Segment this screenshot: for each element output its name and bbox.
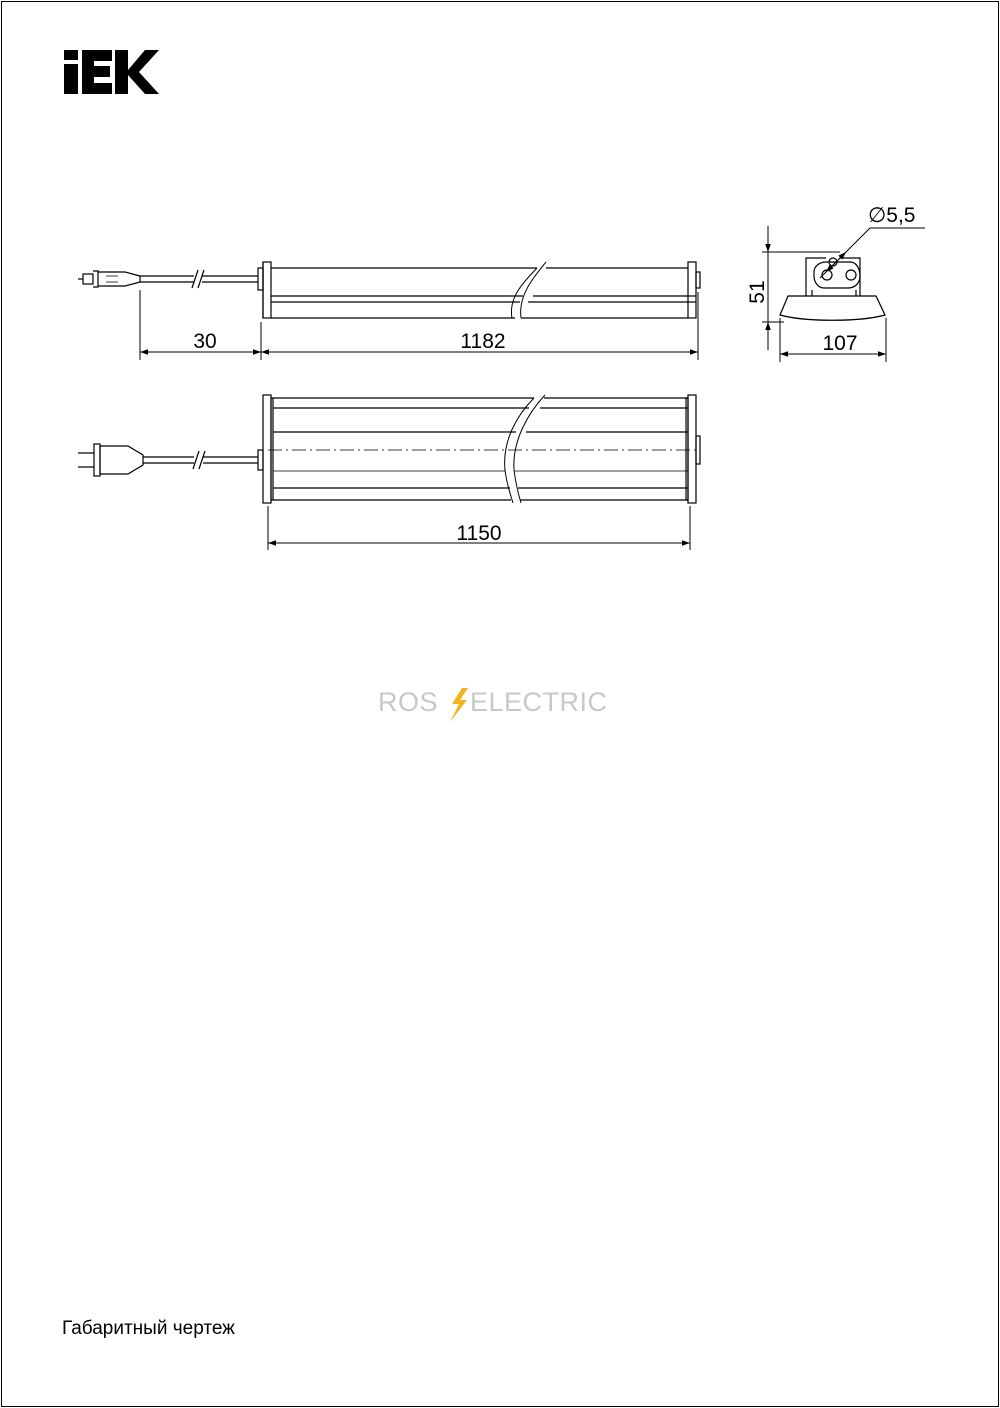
dim-overall bbox=[140, 290, 698, 360]
dim-diameter-leader bbox=[820, 228, 925, 278]
watermark-left-text: ROS bbox=[378, 687, 439, 717]
watermark-right-text: ELECTRIC bbox=[470, 687, 608, 717]
dim-hole-diameter-label: ∅5,5 bbox=[868, 204, 916, 227]
watermark bbox=[378, 687, 608, 722]
dim-cord-length-label: 30 bbox=[193, 330, 217, 353]
plan-view bbox=[78, 395, 700, 503]
dim-height-label: 51 bbox=[746, 280, 769, 304]
plug-pin-icon bbox=[83, 274, 93, 284]
iek-logo bbox=[64, 50, 159, 94]
lightning-bolt-icon bbox=[450, 688, 468, 722]
dim-overall-length-label: 1182 bbox=[460, 330, 506, 353]
side-view bbox=[78, 262, 700, 318]
drawing-caption: Габаритный чертеж bbox=[62, 1318, 235, 1339]
dim-width-label: 107 bbox=[822, 332, 858, 355]
end-view bbox=[780, 258, 885, 320]
dim-body-length-label: 1150 bbox=[456, 522, 502, 545]
